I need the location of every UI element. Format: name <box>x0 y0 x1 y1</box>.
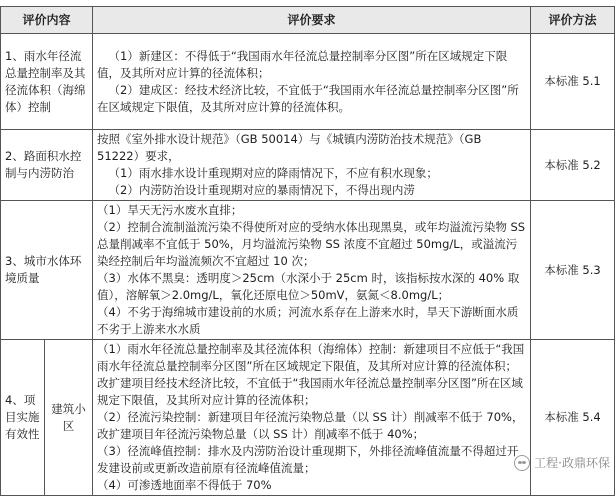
row-requirements <box>93 34 531 130</box>
requirement-item: （3）径流峰值控制：排水及内涝防治设计重现期下，外排径流峰值流量不得超过开发建设前或更新改造前原有径流峰值流量； <box>97 444 519 475</box>
row-requirements <box>93 130 531 201</box>
watermark-text: 工程·政鼎环保 <box>534 456 610 470</box>
row-method: 本标准 5.4 <box>531 340 615 496</box>
requirement-item: （2）径流污染控制：新建项目年径流污染物总量（以 SS 计）削减率不低于 70%，改扩建项目年径流污染物总量（以 SS 计）削减率不低于 40%； <box>97 410 524 441</box>
requirement-item: （4）可渗透地面率不得低于 70% <box>97 478 272 492</box>
table-row <box>1 201 615 340</box>
requirement-item: （1）新建区：不得低于“我国雨水年径流总量控制率分区图”所在区域规定下限值，及其所对应计算的径流体积； <box>97 48 508 80</box>
row-category: 3、城市水体环境质量 <box>1 201 93 340</box>
requirement-item: （1）雨水年径流总量控制率及其径流体积（海绵体）控制：新建项目不应低于“我国雨水年径流总量控制率分区图”所在区域规定下限值，及其所对应计算的径流体积；改扩建项目经技术经济比较，不宜低于“我国雨水年径流总量控制率分区图”所在区域规定下限值，及其所对应计算的径流体积； <box>97 342 525 407</box>
table-row <box>1 34 615 130</box>
table-row <box>1 340 615 496</box>
requirement-item: （1）雨水排水设计重现期对应的降雨情况下，不应有积水现象； <box>108 166 438 180</box>
row-requirements <box>93 340 531 496</box>
row-method: 本标准 5.1 <box>531 34 615 130</box>
row-method: 本标准 5.3 <box>531 201 615 340</box>
watermark <box>514 454 610 471</box>
requirement-item: （2）建成区：经技术经济比较，不宜低于“我国雨水年径流总量控制率分区图”所在区域规定下限值，及其所对应计算的径流体积。 <box>97 82 519 114</box>
header-requirement: 评价要求 <box>93 7 531 34</box>
requirement-item: （2）内涝防治设计重现期对应的暴雨情况下，不得出现内涝 <box>108 183 415 197</box>
table-header-row <box>1 7 615 34</box>
requirement-item: （4）不劣于海绵城市建设前的水质；河流水系存在上游来水时，旱天下游断面水质不劣于上游来水水质 <box>97 305 519 336</box>
row-category: 2、路面积水控制与内涝防治 <box>1 130 93 201</box>
requirement-item: （2）控制合流制溢流污染不得使所对应的受纳水体出现黑臭，或年均溢流污染物 SS 总量削减率不宜低于 50%，月均溢流污染物 SS 浓度不宜超过 50mg/L，或溢流污染经控制后年均溢流频次不宜超过 10 次； <box>97 220 526 268</box>
row-method: 本标准 5.2 <box>531 130 615 201</box>
requirement-item: 按照《室外排水设计规范》（GB 50014）与《城镇内涝防治技术规范》（GB 51222）要求， <box>97 132 482 163</box>
row-category: 4、项目实施有效性 <box>1 340 45 496</box>
row-category: 1、雨水年径流总量控制率及其径流体积（海绵体）控制 <box>1 34 93 130</box>
table-row <box>1 130 615 201</box>
evaluation-table <box>0 6 615 496</box>
header-content: 评价内容 <box>1 7 93 34</box>
row-requirements <box>93 201 531 340</box>
wechat-logo-icon <box>514 455 530 471</box>
requirement-item: （3）水体不黑臭：透明度＞25cm（水深小于 25cm 时，该指标按水深的 40% 取值），溶解氧＞2.0mg/L，氧化还原电位＞50mV，氨氮＜8.0mg/L； <box>97 271 520 302</box>
header-method: 评价方法 <box>531 7 615 34</box>
row-subcategory: 建筑小区 <box>45 340 93 496</box>
requirement-item: （1）旱天无污水废水直排； <box>97 203 243 217</box>
